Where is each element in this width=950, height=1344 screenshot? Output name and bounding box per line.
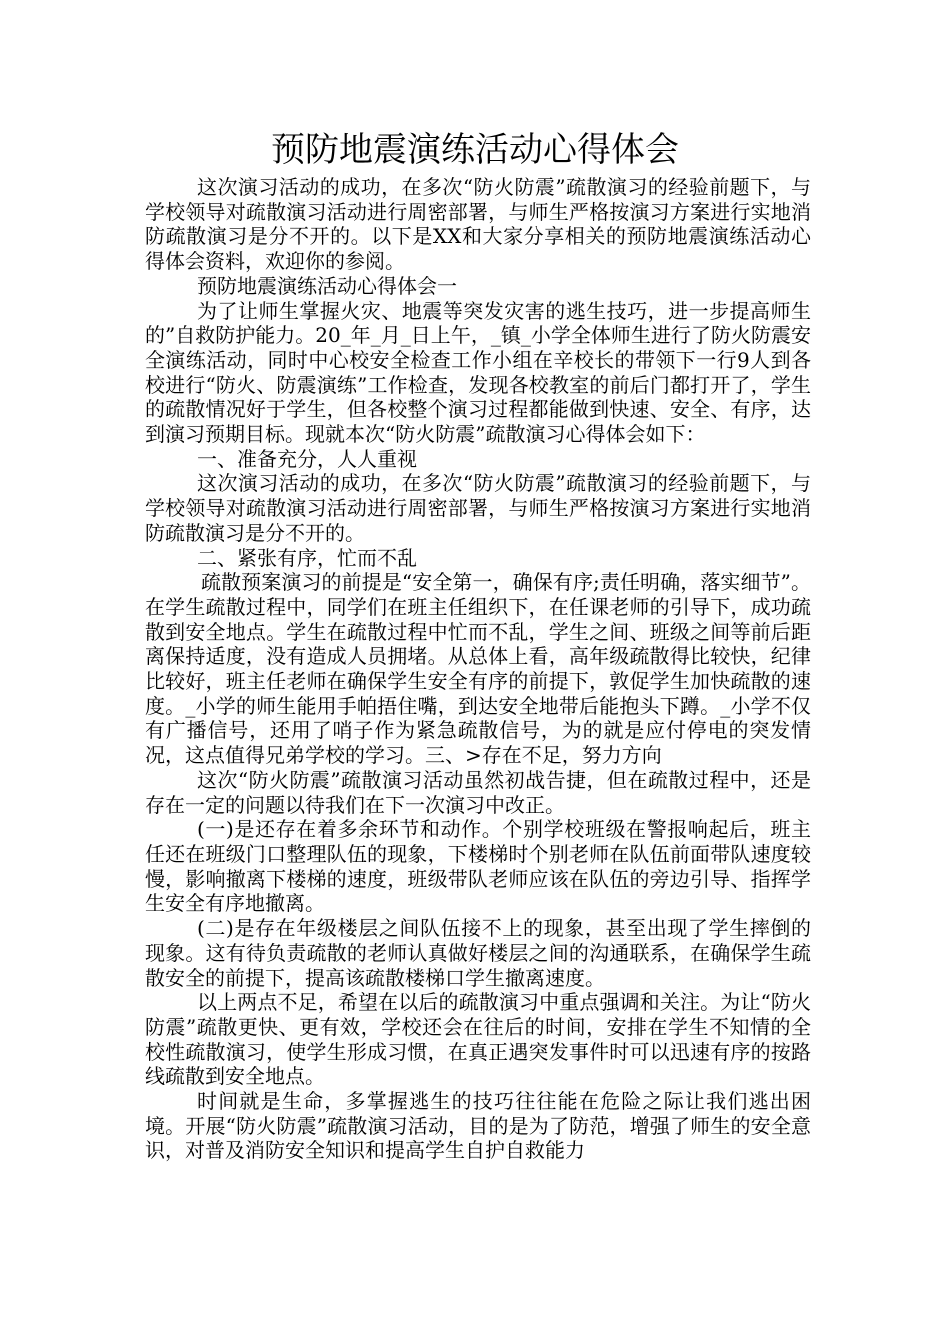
paragraph: 这次演习活动的成功，在多次“防火防震”疏散演习的经验前题下，与学校领导对疏散演习活动进行周密部署，与师生严格按演习方案进行实地消防疏散演习是分不开的。 (145, 471, 811, 545)
subheading-preparation: 一、准备充分，人人重视 (197, 446, 417, 471)
paragraph: 这次“防火防震”疏散演习活动虽然初战告捷，但在疏散过程中，还是存在一定的问题以待我们在下一次演习中改正。 (145, 767, 811, 817)
paragraph-intro: 这次演习活动的成功，在多次“防火防震”疏散演习的经验前题下，与学校领导对疏散演习活动进行周密部署，与师生严格按演习方案进行实地消防疏散演习是分不开的。以下是XX和大家分享相关的预防地震演练活动心得体会资料，欢迎你的参阅。 (145, 175, 811, 274)
section-heading-1: 预防地震演练活动心得体会一 (197, 273, 457, 298)
paragraph: 时间就是生命，多掌握逃生的技巧往往能在危险之际让我们逃出困境。开展“防火防震”疏散演习活动，目的是为了防范，增强了师生的安全意识，对普及消防安全知识和提高学生自护自救能力 (145, 1089, 811, 1163)
paragraph: 为了让师生掌握火灾、地震等突发灾害的逃生技巧，进一步提高师生的”自救防护能力。20_年_月_日上午，_镇_小学全体师生进行了防火防震安全演练活动，同时中心校安全检查工作小组在辛校长的带领下一行9人到各校进行“防火、防震演练”工作检查，发现各校教室的前后门都打开了，学生的疏散情况好于学生，但各校整个演习过程都能做到快速、安全、有序，达到演习预期目标。现就本次“防火防震”疏散演习心得体会如下： (145, 298, 811, 447)
paragraph: 疏散预案演习的前提是“安全第一，确保有序;责任明确，落实细节”。在学生疏散过程中，同学们在班主任组织下，在任课老师的引导下，成功疏散到安全地点。学生在疏散过程中忙而不乱，学生之间、班级之间等前后距离保持适度，没有造成人员拥堵。从总体上看，高年级疏散得比较快，纪律比较好，班主任老师在确保学生安全有序的前提下，敦促学生加快疏散的速度。_小学的师生能用手帕捂住嘴，到达安全地带后能抱头下蹲。_小学不仅有广播信号，还用了哨子作为紧急疏散信号，为的就是应付停电的突发情况，这点值得兄弟学校的学习。三、>存在不足，努力方向 (145, 570, 811, 768)
subheading-orderly: 二、紧张有序，忙而不乱 (197, 545, 417, 570)
paragraph: (一)是还存在着多余环节和动作。个别学校班级在警报响起后，班主任还在班级门口整理队伍的现象，下楼梯时个别老师在队伍前面带队速度较慢，影响撤离下楼梯的速度，班级带队老师应该在队伍的旁边引导、指挥学生安全有序地撤离。 (145, 817, 811, 916)
paragraph: 以上两点不足，希望在以后的疏散演习中重点强调和关注。为让“防火防震”疏散更快、更有效，学校还会在往后的时间，安排在学生不知情的全校性疏散演习，使学生形成习惯，在真正遇突发事件时可以迅速有序的按路线疏散到安全地点。 (145, 990, 811, 1089)
paragraph: (二)是存在年级楼层之间队伍接不上的现象，甚至出现了学生摔倒的现象。这有待负责疏散的老师认真做好楼层之间的沟通联系，在确保学生疏散安全的前提下，提高该疏散楼梯口学生撤离速度。 (145, 916, 811, 990)
document-body (145, 175, 811, 1163)
document-title: 预防地震演练活动心得体会 (271, 130, 679, 170)
